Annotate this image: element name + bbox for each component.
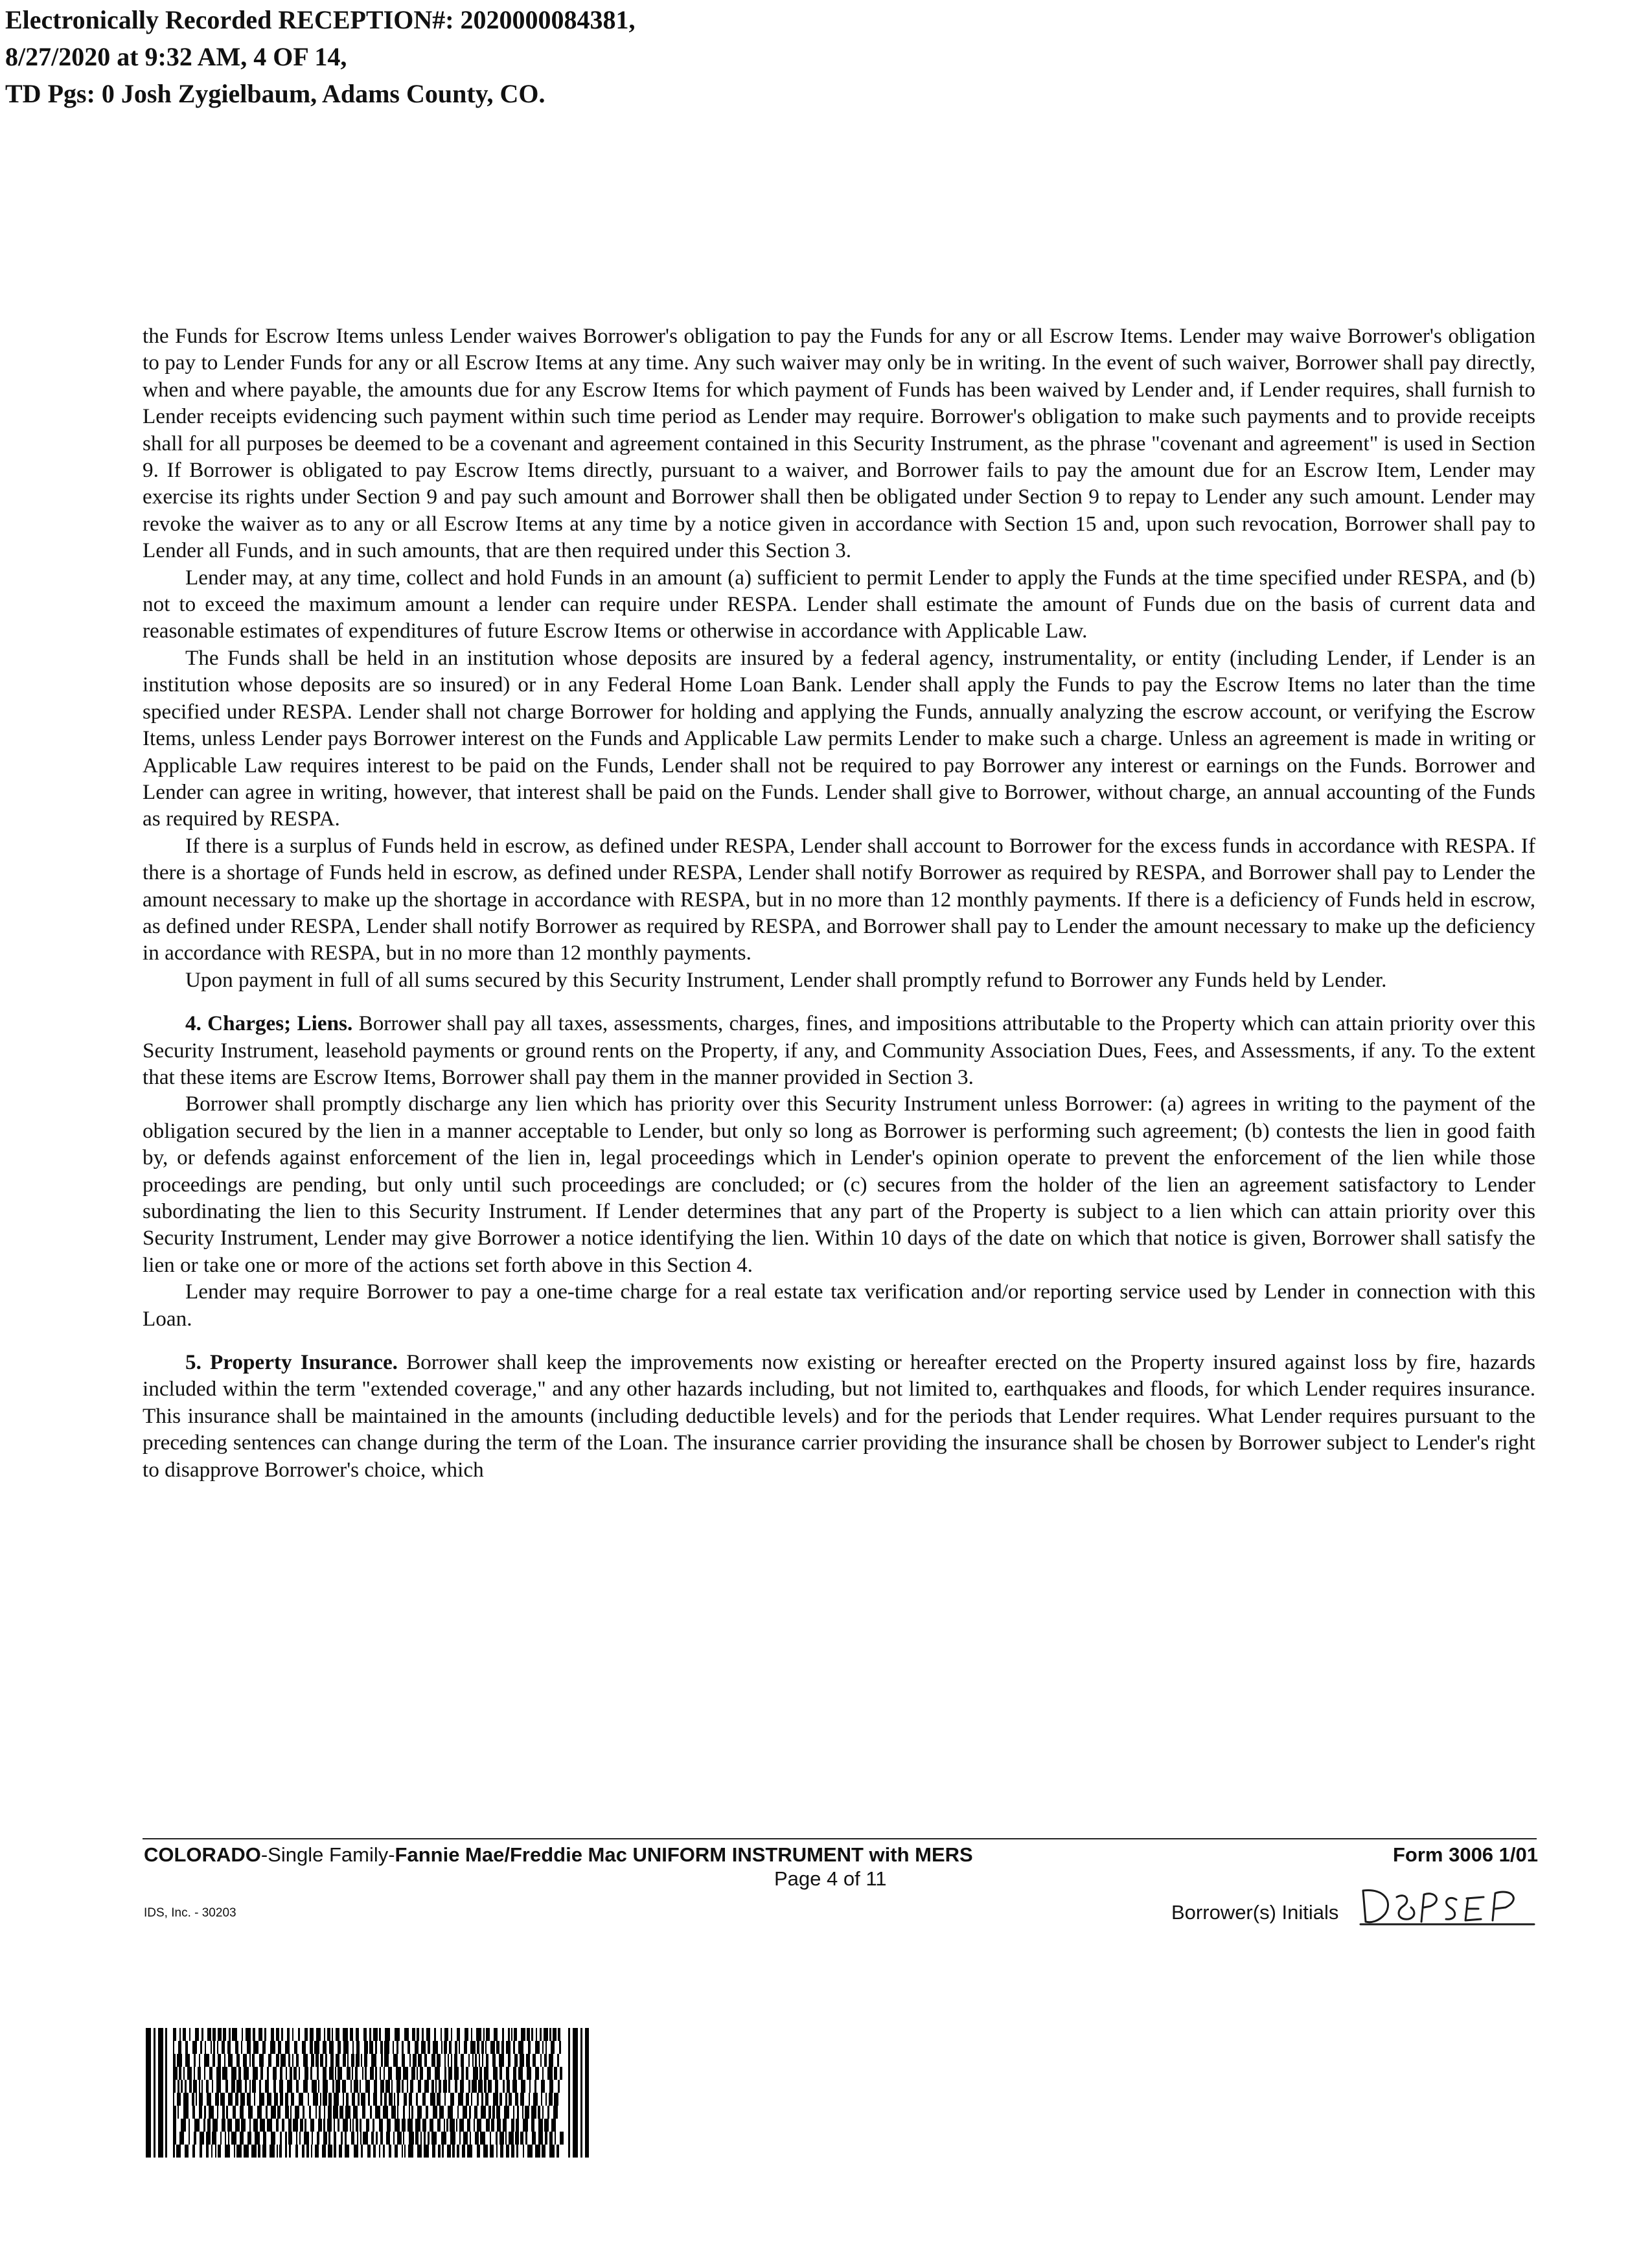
- initials-label: Borrower(s) Initials: [1171, 1901, 1339, 1924]
- section-5-text: Borrower shall keep the improvements now existing or hereafter erected on the Property insured against loss by fire, hazards included within the term "extended coverage," and any other hazards including, but not limited to, earthquakes and floods, for which Lender requires insurance. This insurance shall be maintained in the amounts (including deductible levels) and for the periods that Lender requires. What Lender requires pursuant to the preceding sentences can change during the term of the Loan. The insurance carrier providing the insurance shall be chosen by Borrower subject to Lender's right to disapprove Borrower's choice, which: [143, 1350, 1536, 1482]
- recording-header: [5, 1, 636, 112]
- section-5-paragraph: [143, 1349, 1535, 1483]
- surplus-shortage-paragraph: If there is a surplus of Funds held in escrow, as defined under RESPA, Lender shall account to Borrower for the excess funds in accordance with RESPA. If there is a shortage of Funds held in escrow, as defined under RESPA, Lender shall notify Borrower as required by RESPA, and Borrower shall pay to Lender the amount necessary to make up the shortage in accordance with RESPA, but in no more than 12 monthly payments. If there is a deficiency of Funds held in escrow, as defined under RESPA, Lender shall notify Borrower as required by RESPA, and Borrower shall pay to Lender the amount necessary to make up the deficiency in accordance with RESPA, but in no more than 12 monthly payments.: [143, 833, 1535, 965]
- footer-instrument: Fannie Mae/Freddie Mac UNIFORM INSTRUMENT with MERS: [395, 1843, 973, 1866]
- footer-state: COLORADO: [144, 1843, 261, 1866]
- refund-paragraph: Upon payment in full of all sums secured by this Security Instrument, Lender shall promptly refund to Borrower any Funds held by Lender.: [185, 967, 1387, 992]
- footer-vendor-code: IDS, Inc. - 30203: [144, 1906, 236, 1920]
- barcode: [146, 2028, 593, 2158]
- section-4-paragraph: [143, 1010, 1535, 1090]
- footer-instrument-title: [144, 1843, 973, 1867]
- funds-collection-paragraph: Lender may, at any time, collect and hold Funds in an amount (a) sufficient to permit Lender to apply the Funds at the time specified under RESPA, and (b) not to exceed the maximum amount a lender can require under RESPA. Lender shall estimate the amount of Funds due on the basis of current data and reasonable estimates of expenditures of future Escrow Items or otherwise in accordance with Applicable Law.: [143, 565, 1535, 643]
- initials-signature: [1359, 1883, 1541, 1928]
- footer-family: -Single Family-: [260, 1843, 395, 1866]
- footer-form-number: Form 3006 1/01: [1392, 1843, 1538, 1866]
- barcode-modules: [173, 2028, 564, 2158]
- footer-divider: [143, 1838, 1537, 1839]
- recording-reception-line: Electronically Recorded RECEPTION#: 2020000084381,: [5, 5, 636, 34]
- section-4-text: Borrower shall pay all taxes, assessments, charges, fines, and impositions attributable to the Property which can attain priority over this Security Instrument, leasehold payments or ground rents on the Property, if any, and Community Association Dues, Fees, and Assessments, if any. To the extent that these items are Escrow Items, Borrower shall pay them in the manner provided in Section 3.: [143, 1011, 1536, 1089]
- tax-verification-paragraph: Lender may require Borrower to pay a one-time charge for a real estate tax verification and/or reporting service used by Lender in connection with this Loan.: [143, 1280, 1535, 1331]
- lien-discharge-paragraph: Borrower shall promptly discharge any lien which has priority over this Security Instrument unless Borrower: (a) agrees in writing to the payment of the obligation secured by the lien in a manner acceptable to Lender, but only so long as Borrower is performing such agreement; (b) contests the lien in good faith by, or defends against enforcement of the lien in, legal proceedings which in Lender's opinion operate to prevent the enforcement of the lien while those proceedings are pending, but only until such proceedings are concluded; or (c) secures from the holder of the lien an agreement satisfactory to Lender subordinating the lien to this Security Instrument. If Lender determines that any part of the Property is subject to a lien which can attain priority over this Security Instrument, Lender may give Borrower a notice identifying the lien. Within 10 days of the date on which that notice is given, Borrower shall satisfy the lien or take one or more of the actions set forth above in this Section 4.: [143, 1092, 1535, 1277]
- document-body: [143, 323, 1535, 1483]
- escrow-waiver-paragraph: the Funds for Escrow Items unless Lender waives Borrower's obligation to pay the Funds for any or all Escrow Items. Lender may waive Borrower's obligation to pay to Lender Funds for any or all Escrow Items at any time. Any such waiver may only be in writing. In the event of such waiver, Borrower shall pay directly, when and where payable, the amounts due for any Escrow Items for which payment of Funds has been waived by Lender and, if Lender requires, shall furnish to Lender receipts evidencing such payment within such time period as Lender may require. Borrower's obligation to make such payments and to provide receipts shall for all purposes be deemed to be a covenant and agreement contained in this Security Instrument, as the phrase "covenant and agreement" is used in Section 9. If Borrower is obligated to pay Escrow Items directly, pursuant to a waiver, and Borrower fails to pay the amount due for an Escrow Item, Lender may exercise its rights under Section 9 and pay such amount and Borrower shall then be obligated under Section 9 to repay to Lender any such amount. Lender may revoke the waiver as to any or all Escrow Items at any time by a notice given in accordance with Section 15 and, upon such revocation, Borrower shall pay to Lender all Funds, and in such amounts, that are then required under this Section 3.: [143, 324, 1535, 563]
- recording-date-line: 8/27/2020 at 9:32 AM, 4 OF 14,: [5, 42, 347, 71]
- borrower-initials-block: [1171, 1883, 1541, 1928]
- recording-clerk-line: TD Pgs: 0 Josh Zygielbaum, Adams County, CO.: [5, 79, 545, 108]
- section-5-heading: 5. Property Insurance.: [185, 1350, 398, 1375]
- footer-page-number: Page 4 of 11: [774, 1867, 887, 1890]
- section-4-heading: 4. Charges; Liens.: [185, 1011, 353, 1036]
- funds-institution-paragraph: The Funds shall be held in an institution whose deposits are insured by a federal agency, instrumentality, or entity (including Lender, if Lender is an institution whose deposits are so insured) or in any Federal Home Loan Bank. Lender shall apply the Funds to pay the Escrow Items no later than the time specified under RESPA. Lender shall not charge Borrower for holding and applying the Funds, annually analyzing the escrow account, or verifying the Escrow Items, unless Lender pays Borrower interest on the Funds and Applicable Law permits Lender to make such a charge. Unless an agreement is made in writing or Applicable Law requires interest to be paid on the Funds, Lender shall not be required to pay Borrower any interest or earnings on the Funds. Borrower and Lender can agree in writing, however, that interest shall be paid on the Funds. Lender shall give to Borrower, without charge, an annual accounting of the Funds as required by RESPA.: [143, 645, 1535, 831]
